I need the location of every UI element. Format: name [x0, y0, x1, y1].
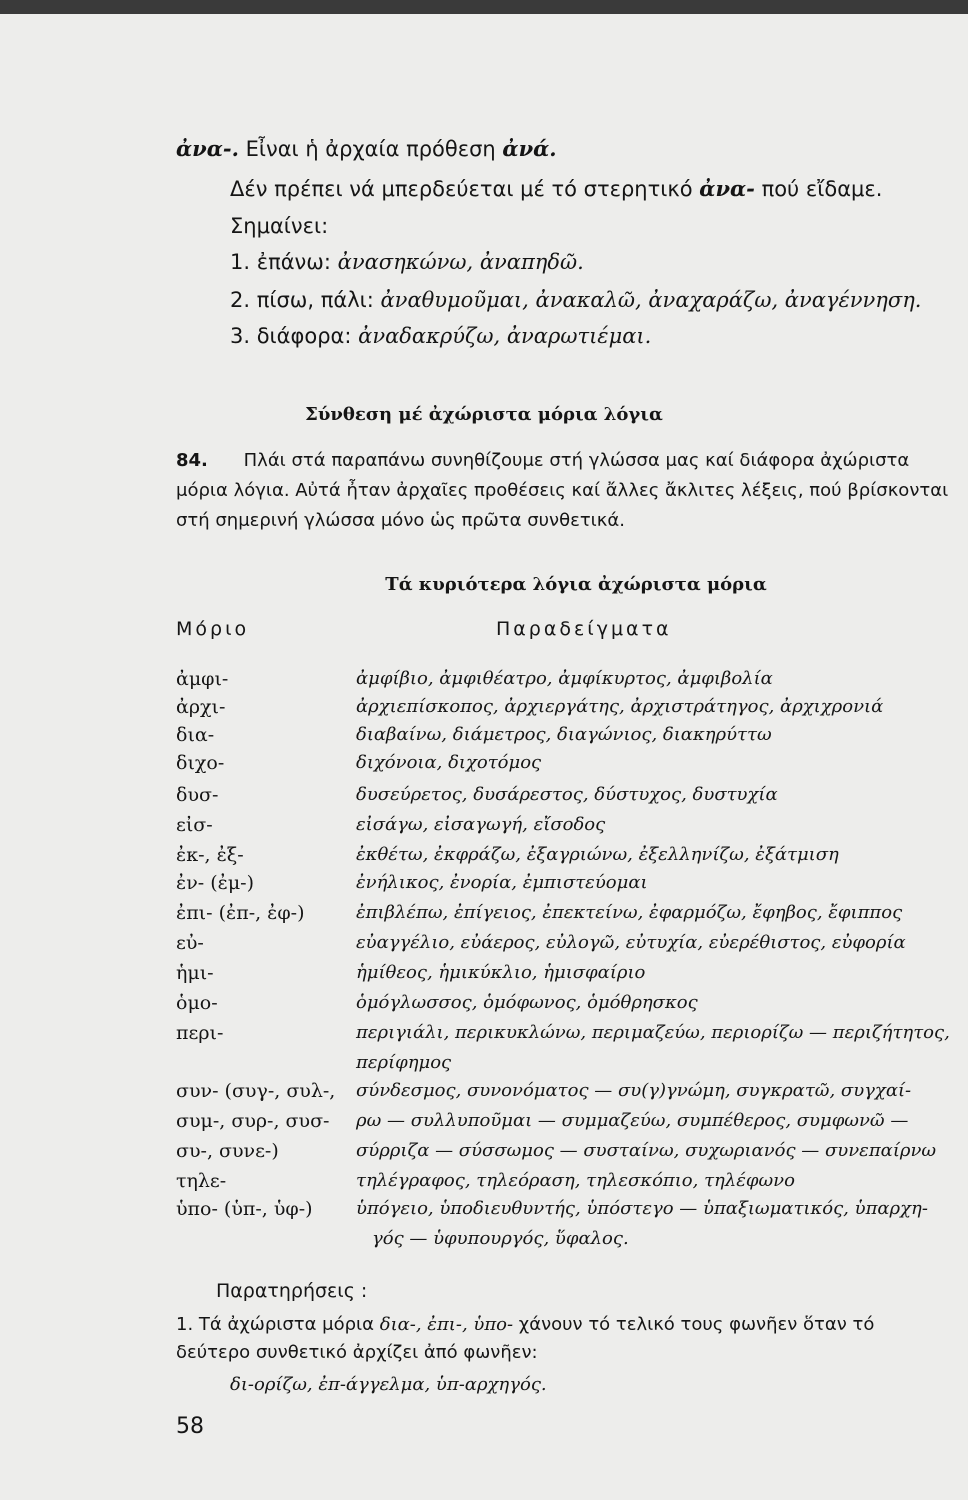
examples-cell: ὑπόγειο, ὑποδιευθυντής, ὑπόστεγο — ὑπαξιωματικός, ὑπαρχη- — [356, 1198, 928, 1219]
examples-cell-continued: περίφημος — [356, 1052, 452, 1073]
prefix-cell: συν- (συγ-, συλ-, — [176, 1080, 336, 1102]
line2-text: Δέν πρέπει νά μπερδεύεται μέ τό στερητικό — [230, 177, 700, 201]
prefix-cell: ἐκ-, ἐξ- — [176, 844, 244, 866]
prefix-cell-continued: συμ-, συρ-, συσ- — [176, 1110, 330, 1132]
examples-cell-continued: σύρριζα — σύσσωμος — συσταίνω, συχωριανός — συνεπαίρνω — [356, 1140, 937, 1161]
table-row — [176, 814, 966, 840]
prefix-cell: ἀμφι- — [176, 668, 229, 690]
prefix-cell: εὐ- — [176, 932, 204, 954]
examples-cell: διαβαίνω, διάμετρος, διαγώνιος, διακηρύττω — [356, 724, 772, 745]
prefix-cell: ὁμο- — [176, 992, 218, 1014]
examples-cell: ἐνήλικος, ἐνορία, ἐμπιστεύομαι — [356, 872, 648, 893]
examples-cell-continued: γός — ὑφυπουργός, ὕφαλος. — [372, 1228, 629, 1249]
prefix-cell: ἡμι- — [176, 962, 214, 984]
note-prefixes: δια-, ἐπι-, ὑπο- — [379, 1314, 514, 1335]
meaning-label: 2. πίσω, πάλι: — [230, 288, 374, 312]
table-row — [176, 696, 966, 722]
prefix-cell: ὑπο- (ὑπ-, ὑφ-) — [176, 1198, 313, 1220]
prefix-cell: περι- — [176, 1022, 224, 1044]
prefix-term: ἀνα-. — [176, 136, 239, 161]
meaning-label: 3. διάφορα: — [230, 324, 352, 348]
examples-cell: τηλέγραφος, τηλεόραση, τηλεσκόπιο, τηλέφωνο — [356, 1170, 795, 1191]
meaning-examples: ἀναδακρύζω, ἀναρωτιέμαι. — [358, 324, 652, 348]
meaning-item — [230, 288, 921, 312]
paragraph-84-line1 — [176, 450, 909, 471]
table-row — [176, 872, 966, 898]
meaning-examples: ἀνασηκώνω, ἀναπηδῶ. — [337, 250, 584, 274]
prefix-cell: τηλε- — [176, 1170, 227, 1192]
paragraph-84-line3: στή σημερινή γλώσσα μόνο ὡς πρῶτα συνθετικά. — [176, 510, 625, 531]
notes-heading: Παρατηρήσεις : — [216, 1280, 368, 1302]
line2-term: ἀνα- — [699, 176, 755, 201]
table-row — [176, 668, 966, 694]
paragraph-84-line2: μόρια λόγια. Αὐτά ἦταν ἀρχαῖες προθέσεις καί ἄλλες ἄκλιτες λέξεις, πού βρίσκονται — [176, 480, 949, 501]
prefix-cell: ἐν- (ἐμ-) — [176, 872, 254, 894]
examples-cell: διχόνοια, διχοτόμος — [356, 752, 542, 773]
prefix-cell: δια- — [176, 724, 215, 746]
line2-tail: πού εἴδαμε. — [754, 177, 883, 201]
examples-cell: σύνδεσμος, συνονόματος — συ(γ)γνώμη, συγκρατῶ, συγχαί- — [356, 1080, 912, 1101]
table-row — [176, 932, 966, 958]
table-row — [176, 962, 966, 988]
table-row — [176, 1080, 966, 1170]
note-text: 1. Τά ἀχώριστα μόρια — [176, 1314, 380, 1335]
meaning-item — [230, 324, 651, 348]
paragraph-text: Πλάι στά παραπάνω συνηθίζουμε στή γλώσσα μας καί διάφορα ἀχώριστα — [243, 450, 910, 471]
examples-cell: δυσεύρετος, δυσάρεστος, δύστυχος, δυστυχία — [356, 784, 778, 805]
table-row — [176, 1198, 966, 1254]
title-text: Εἶναι ἡ ἀρχαία πρόθεση — [238, 137, 503, 161]
column-header-prefix: Μόριο — [176, 618, 250, 640]
examples-cell-continued: ρω — συλλυποῦμαι — συμμαζεύω, συμπέθερος, συμφωνῶ — — [356, 1110, 909, 1131]
table-row — [176, 992, 966, 1018]
column-header-examples: Παραδείγματα — [496, 618, 672, 640]
examples-cell: εὐαγγέλιο, εὐάερος, εὐλογῶ, εὐτυχία, εὐερέθιστος, εὐφορία — [356, 932, 906, 953]
examples-cell: ἐκθέτω, ἐκφράζω, ἐξαγριώνω, ἐξελληνίζω, ἐξάτμιση — [356, 844, 839, 865]
table-row — [176, 1170, 966, 1196]
prefix-cell: διχο- — [176, 752, 225, 774]
meaning-examples: ἀναθυμοῦμαι, ἀνακαλῶ, ἀναχαράζω, ἀναγέννηση. — [380, 288, 922, 312]
table-row — [176, 902, 966, 928]
book-page — [0, 14, 968, 1500]
prefix-cell: εἰσ- — [176, 814, 213, 836]
examples-cell: ἡμίθεος, ἡμικύκλιο, ἡμισφαίριο — [356, 962, 646, 983]
prefix-cell: ἐπι- (ἐπ-, ἐφ-) — [176, 902, 305, 924]
examples-cell: ἀρχιεπίσκοπος, ἀρχιεργάτης, ἀρχιστράτηγος, ἀρχιχρονιά — [356, 696, 884, 717]
note-1-line1 — [176, 1314, 874, 1335]
examples-cell: περιγιάλι, περικυκλώνω, περιμαζεύω, περιορίζω — περιζήτητος, — [356, 1022, 950, 1043]
note-text-tail: χάνουν τό τελικό τους φωνῆεν ὅταν τό — [513, 1314, 875, 1335]
paragraph-number: 84. — [176, 450, 208, 471]
prefix-cell-continued: συ-, συνε-) — [176, 1140, 279, 1162]
examples-cell: εἰσάγω, εἰσαγωγή, εἴσοδος — [356, 814, 606, 835]
title-word: ἀνά. — [502, 136, 557, 161]
meaning-label: 1. ἐπάνω: — [230, 250, 331, 274]
prefix-cell: ἀρχι- — [176, 696, 226, 718]
note-1-examples: δι-ορίζω, ἐπ-άγγελμα, ὑπ-αρχηγός. — [230, 1374, 547, 1395]
examples-cell: ἀμφίβιο, ἀμφιθέατρο, ἀμφίκυρτος, ἀμφιβολία — [356, 668, 773, 689]
table-row — [176, 752, 966, 778]
examples-cell: ἐπιβλέπω, ἐπίγειος, ἐπεκτείνω, ἐφαρμόζω, ἔφηβος, ἔφιππος — [356, 902, 903, 923]
intro-line2 — [230, 176, 882, 201]
means-label: Σημαίνει: — [230, 214, 329, 238]
note-1-line2: δεύτερο συνθετικό ἀρχίζει ἀπό φωνῆεν: — [176, 1342, 538, 1363]
meaning-item — [230, 250, 584, 274]
table-row — [176, 844, 966, 870]
table-title: Τά κυριότερα λόγια ἀχώριστα μόρια — [385, 574, 767, 595]
table-row — [176, 724, 966, 750]
prefix-cell: δυσ- — [176, 784, 219, 806]
table-row — [176, 784, 966, 810]
table-row — [176, 1022, 966, 1078]
section-heading: Σύνθεση μέ ἀχώριστα μόρια λόγια — [305, 404, 663, 425]
intro-title — [176, 136, 557, 161]
examples-cell: ὁμόγλωσσος, ὁμόφωνος, ὁμόθρησκος — [356, 992, 698, 1013]
page-number: 58 — [176, 1414, 204, 1439]
